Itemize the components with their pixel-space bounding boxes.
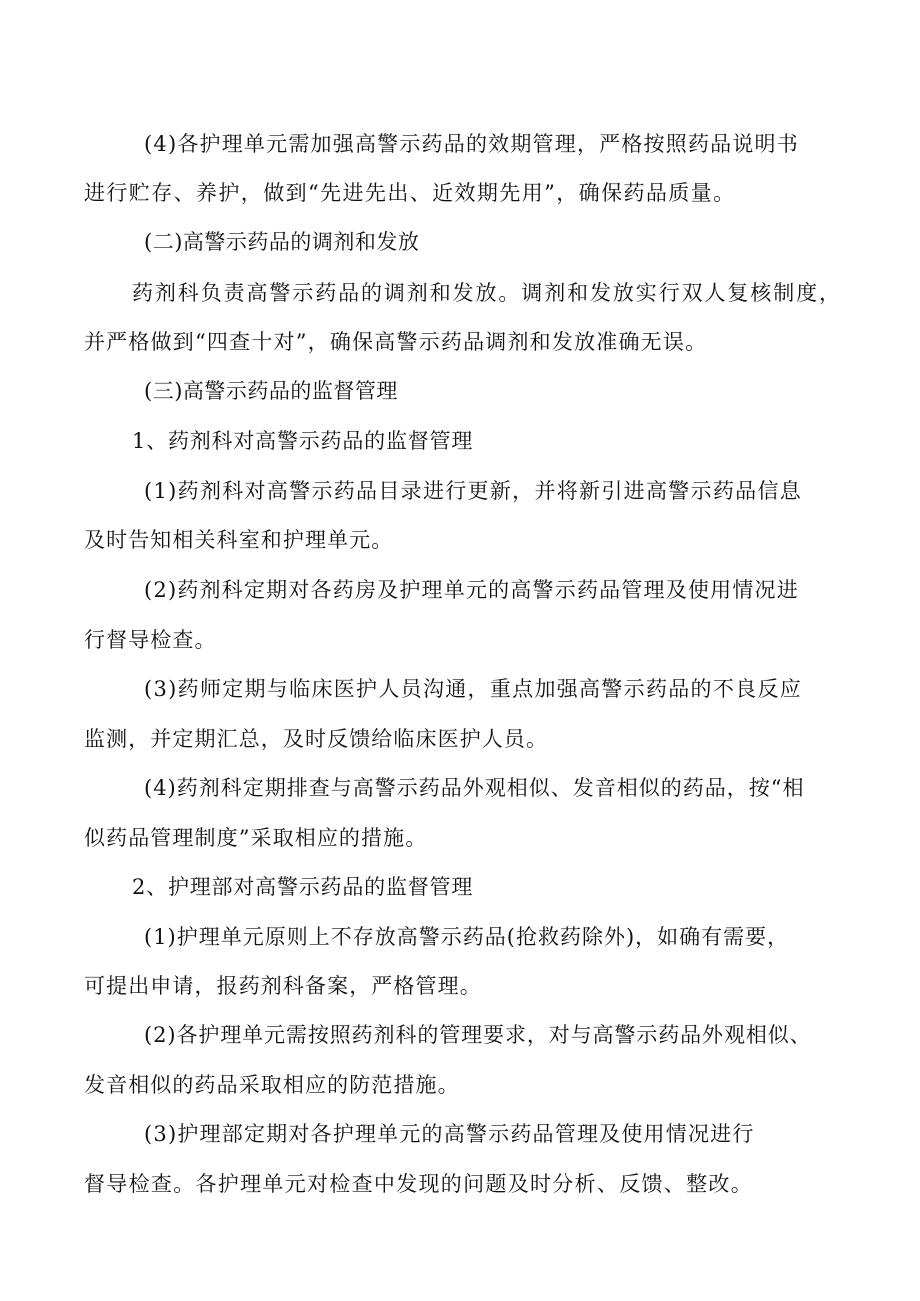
- paragraph-line: (1)护理单元原则上不存放高警示药品(抢救药除外)，如确有需要，: [144, 925, 790, 949]
- section-heading: (三)高警示药品的监督管理: [144, 379, 398, 403]
- paragraph-line: 药剂科负责高警示药品的调剂和发放。调剂和发放实行双人复核制度，: [132, 281, 842, 305]
- paragraph-line: (3)药师定期与临床医护人员沟通，重点加强高警示药品的不良反应: [144, 677, 803, 701]
- paragraph-line: 行督导检查。: [84, 628, 217, 652]
- subsection-heading: 2、护理部对高警示药品的监督管理: [132, 875, 474, 899]
- subsection-heading: 1、药剂科对高警示药品的监督管理: [132, 429, 474, 453]
- section-heading: (二)高警示药品的调剂和发放: [144, 230, 420, 254]
- paragraph-line: (3)护理部定期对各护理单元的高警示药品管理及使用情况进行: [144, 1122, 755, 1146]
- paragraph-line: (4)药剂科定期排查与高警示药品外观相似、发音相似的药品，按“相: [144, 776, 805, 800]
- paragraph-line: 监测，并定期汇总，及时反馈给临床医护人员。: [84, 727, 549, 751]
- paragraph-line: (2)药剂科定期对各药房及护理单元的高警示药品管理及使用情况进: [144, 578, 799, 602]
- paragraph-line: 督导检查。各护理单元对检查中发现的问题及时分析、反馈、整改。: [84, 1172, 753, 1196]
- paragraph-line: 似药品管理制度”采取相应的措施。: [84, 826, 428, 850]
- paragraph-line: (2)各护理单元需按照药剂科的管理要求，对与高警示药品外观相似、: [144, 1023, 812, 1047]
- paragraph-line: 发音相似的药品采取相应的防范措施。: [84, 1073, 460, 1097]
- paragraph-line: 可提出申请，报药剂科备案，严格管理。: [84, 974, 482, 998]
- paragraph-line: (4)各护理单元需加强高警示药品的效期管理，严格按照药品说明书: [144, 132, 799, 156]
- paragraph-line: 进行贮存、养护，做到“先进先出、近效期先用”，确保药品质量。: [84, 181, 736, 205]
- paragraph-line: 及时告知相关科室和护理单元。: [84, 528, 394, 552]
- paragraph-line: 并严格做到“四查十对”，确保高警示药品调剂和发放准确无误。: [84, 330, 708, 354]
- paragraph-line: (1)药剂科对高警示药品目录进行更新，并将新引进高警示药品信息: [144, 479, 803, 503]
